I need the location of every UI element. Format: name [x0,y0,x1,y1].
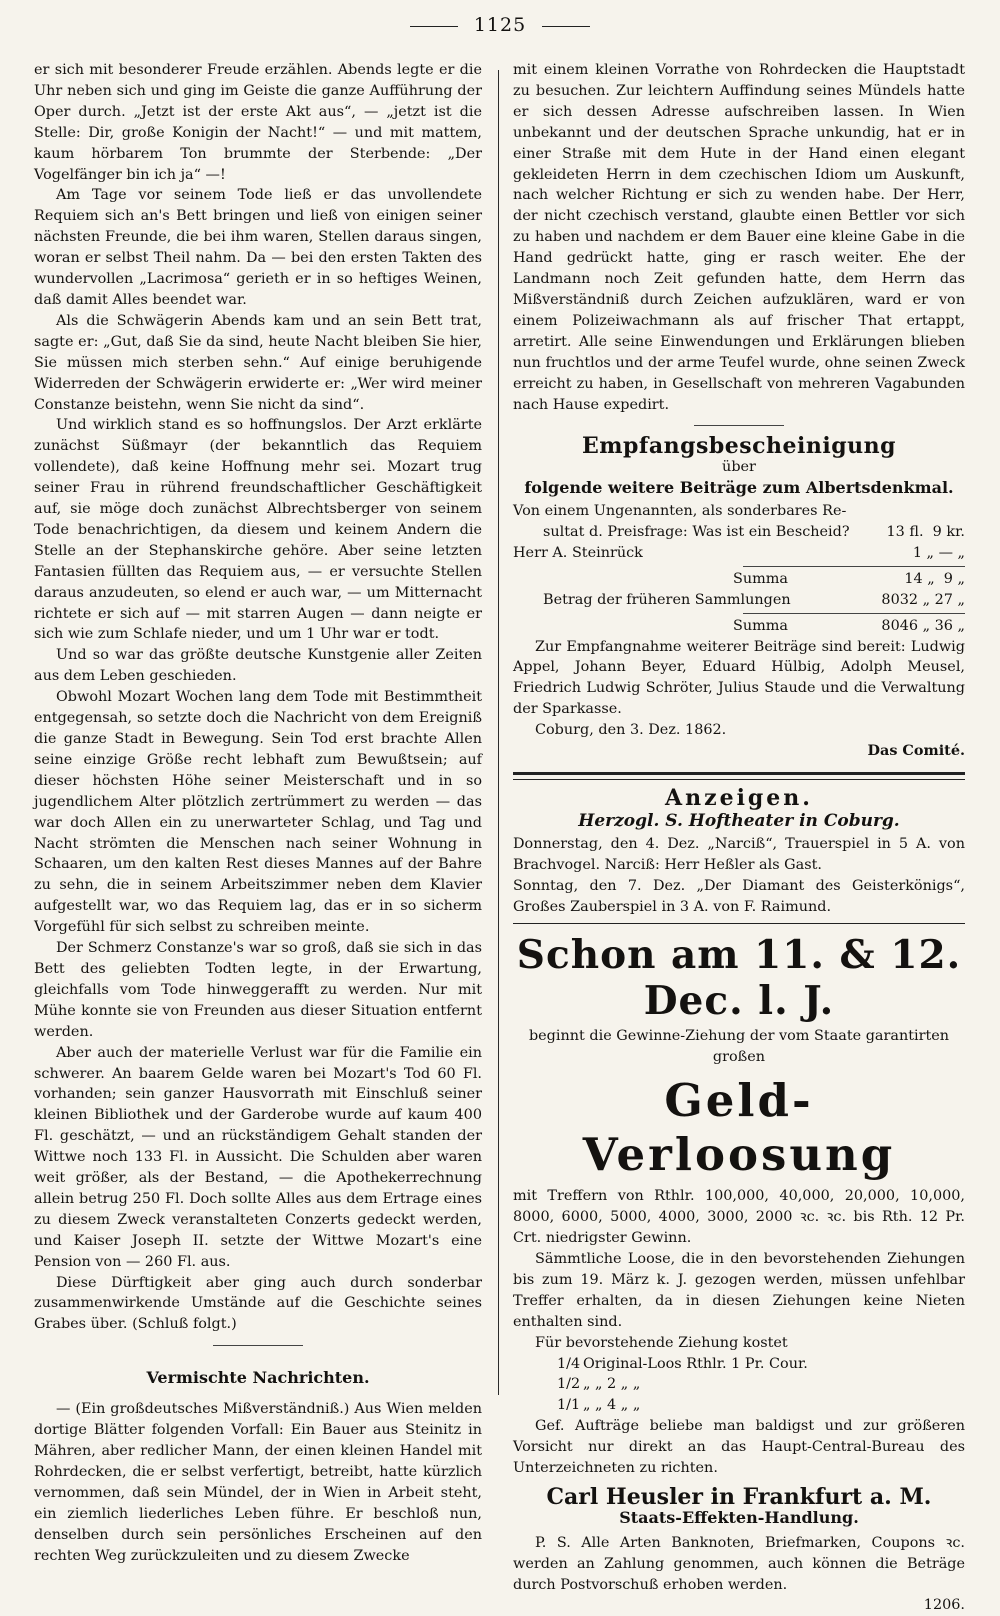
lottery-title: Geld-Verloosung [582,1074,896,1182]
prices-heading: Für bevorstehende Ziehung kostet [535,1334,788,1351]
article-paragraph: Am Tage vor seinem Tode ließ er das unvollendete Requiem sich an's Bett bringen und ließ von einigen seiner nächsten Freunde, die bei ihm waren, Stellen daraus singen, woran er selbst Theil nahm. Da — bei den ersten Takten des wundervollen „Lacrimosa“ gerieth er in so heftiges Weinen, daß damit Alles beendet war. [34,187,482,308]
price-fraction: 1/2 [557,1376,581,1393]
sum-rule [743,613,965,614]
firm-name: Carl Heusler in Frankfurt a. M. [546,1483,932,1510]
orders-text: Gef. Aufträge beliebe man baldigst und zur größeren Vorsicht nur direkt an das Haupt-Central-Bureau des Unterzeichneten zu richten. [513,1418,965,1477]
price-text: „ „ 2 „ „ [583,1376,641,1393]
news-paragraph: — (Ein großdeutsches Mißverständniß.) Aus Wien melden dortige Blätter folgenden Vorfall: Ein Bauer aus Steinitz in Mähren, aber redlicher Mann, der einen kleinen Handel mit Rohrdecken, die er selbst verfertigt, betreibt, hatte kürzlich vernommen, daß sein Mündel, der in Wien in Arbeit steht, ein ziemlich liederliches Leben führe. Er beschloß nun, denselben durch sein persönliches Erscheinen auf den rechten Weg zurückzuleiten und zu diesem Zwecke [34,1401,482,1564]
price-row [513,1374,965,1395]
article-paragraph: Aber auch der materielle Verlust war für die Familie ein schwerer. An baarem Gelde waren bei Mozart's Tod 60 Fl. vorhanden; sein ganzer Hausvorrath mit Einschluß seiner kleinen Bibliothek und der Garderobe wurde auf kaum 400 Fl. geschätzt, — und an rückständigem Gehalt standen der Wittwe noch 133 Fl. in Aussicht. Die Schulden aber waren weit größer, als der Bestand, — die Apothekerrechnung allein betrug 250 Fl. Doch sollte Alles aus dem Ertrage eines zu diesem Zweck veranstalteten Conzerts gedeckt werden, und Kaiser Joseph II. setzte der Wittwe Mozart's eine Pension von — 260 Fl. aus. [34,1044,482,1270]
receipt-entry-1-line1: Von einem Ungenannten, als sonderbares Re- [513,503,847,520]
receipt-entry-1-line2: sultat d. Preisfrage: Was ist ein Bescheid? [543,524,850,541]
receipt-sum-1 [513,569,965,590]
price-row [513,1395,965,1416]
ads-rule-thick [513,772,965,775]
receipt-signature: Das Comité. [867,742,965,760]
article-paragraph: Obwohl Mozart Wochen lang dem Tode mit Bestimmtheit entgegensah, so setzte doch die Nachricht von dem Ereigniß die ganze Stadt in Bewegung. Sein Tod erst brachte Allen seine einzige Größe recht lebhaft zum Bewußtsein; auf dieser höchsten Höhe seiner Meisterschaft und in so jugendlichem Alter plötzlich zertrümmert zu werden — das war doch Allen ein zu unerwarteter Schlag, und Tag und Nacht strömten die Menschen nach seiner Wohnung in Schaaren, um den kalten Rest dieses Mannes auf der Bahre zu sehn, die in seinem Arbeitszimmer neben dem Klavier aufgestellt war, wo das Requiem lag, das er in so sicherm Vorgefühl für sich selbst zu schreiben meinte. [34,689,482,936]
theater-line-2: Sonntag, den 7. Dez. „Der Diamant des Geisterkönigs“, Großes Zauberspiel in 3 A. von F. Raimund. [513,877,965,915]
article-paragraph: Und wirklich stand es so hoffnungslos. Der Arzt erklärte zunächst Süßmayr (der bekanntlich das Requiem vollendete), daß keine Hoffnung mehr sei. Mozart trug seiner Frau in rührend freundschaftlicher Geschäftigkeit auf, sie möge doch zunächst Albrechtsberger von seinem Tode benachrichtigen, da diesem und keinem Andern die Stelle an der Stephanskirche gehöre. Aber seine letzten Fantasien füllten das Requiem aus, — er versuchte Stellen daraus anzudeuten, so elend er auch war, — um Mitternacht richtete er sich auf — mit starren Augen — dann neigte er sich wie zum Schlafe nieder, und um 1 Uhr war er todt. [34,417,482,643]
receipt-entry-2 [513,543,965,564]
section-rule [694,425,784,426]
receipt-sum-2 [513,616,965,637]
lottery-text: mit Treffern von Rthlr. 100,000, 40,000, 20,000, 10,000, 8000, 6000, 5000, 4000, 3000, 2000 ꝛc. ꝛc. bis Rth. 12 Pr. Crt. niedrigster Gewinn. [513,1188,965,1247]
firm-subtitle: Staats-Effekten-Handlung. [619,1507,859,1527]
article-paragraph: Und so war das größte deutsche Kunstgenie aller Zeiten aus dem Leben geschieden. [34,647,482,685]
theater-line-1: Donnerstag, den 4. Dez. „Narciß“, Trauerspiel in 5 A. von Brachvogel. Narciß: Herr Heßler als Gast. [513,835,965,873]
page-number: 1125 [473,14,527,36]
left-column [34,60,482,1566]
receipt-subtitle: folgende weitere Beiträge zum Albertsdenkmal. [524,478,954,498]
theater-title: Herzogl. S. Hoftheater in Coburg. [578,810,900,831]
price-fraction: 1/1 [557,1397,581,1414]
header-rule-right [542,26,590,27]
price-row [513,1354,965,1375]
page-header [0,14,1000,36]
receipt-note: Zur Empfangnahme weiterer Beiträge sind bereit: Ludwig Appel, Johann Beyer, Eduard Hülbig, Adolph Meusel, Friedrich Ludwig Schröter, Julius Staude und die Verwaltung der Sparkasse. [513,638,965,718]
receipt-entry-2-amount: 1 „ — „ [912,544,965,561]
article-paragraph: Diese Dürftigkeit aber ging auch durch sonderbar zusammenwirkende Umstände auf die Geschichte seines Grabes über. (Schluß folgt.) [34,1274,482,1333]
receipt-date: Coburg, den 3. Dez. 1862. [535,722,727,739]
article-paragraph: er sich mit besonderer Freude erzählen. Abends legte er die Uhr neben sich und ging im Geiste die ganze Aufführung der Oper durch. „Jetzt ist der erste Akt aus“, — „jetzt ist die Stelle: Dir, große Konigin der Nacht!“ — und mit mattem, kaum hörbarem Ton brummte der Sterbende: „Der Vogelfänger bin ich ja“ —! [34,62,482,183]
receipt-ueber: über [722,459,756,476]
article-paragraph: Als die Schwägerin Abends kam und an sein Bett trat, sagte er: „Gut, daß Sie da sind, heute Nacht bleiben Sie hier, Sie müssen mich sterben sehn.“ Auf einige beruhigende Widerreden der Schwägerin erwiderte er: „Wer wird meiner Constanze beistehn, wenn Sie nicht da sind“. [34,312,482,413]
price-text: „ „ 4 „ „ [583,1397,641,1414]
article-paragraph: Der Schmerz Constanze's war so groß, daß sie sich in das Bett des geliebten Todten legte, in der Erwartung, gleichfalls vom Tode hinweggerafft zu werden. Nur mit Mühe konnte sie von Freunden aus dieser Situation entfernt werden. [34,940,482,1040]
receipt-section [513,433,965,762]
receipt-earlier-label: Betrag der früheren Sammlungen [543,591,791,608]
ad-rule [513,923,965,924]
lottery-intro: beginnt die Gewinne-Ziehung der vom Staate garantirten großen [528,1028,950,1066]
receipt-earlier [513,590,965,611]
receipt-title: Empfangsbescheinigung [581,433,897,460]
ads-rule-thin [513,779,965,780]
receipt-sum-2-label: Summa [733,617,788,634]
receipt-entry-1-amount: 13 fl. 9 kr. [886,524,965,541]
right-column [513,60,965,1616]
lottery-headline: Schon am 11. & 12. Dec. l. J. [516,932,962,1025]
section-rule [213,1345,303,1346]
column-divider [498,70,499,1395]
sum-rule [743,566,965,567]
receipt-sum-1-amount: 14 „ 9 „ [904,570,965,587]
receipt-entry-2-label: Herr A. Steinrück [513,544,643,561]
header-rule-left [410,26,458,27]
ads-title: Anzeigen. [665,785,813,811]
receipt-sum-2-amount: 8046 „ 36 „ [881,617,965,634]
ads-section [513,785,965,1616]
ad-number: 1206. [923,1597,965,1614]
vermischte-heading: Vermischte Nachrichten. [146,1368,370,1388]
price-text: Original-Loos Rthlr. 1 Pr. Cour. [583,1355,808,1372]
price-fraction: 1/4 [557,1355,581,1372]
receipt-entry-1 [513,522,965,543]
ps-text: P. S. Alle Arten Banknoten, Briefmarken, Coupons ꝛc. werden an Zahlung genommen, auch können die Beträge durch Postvorschuß erhoben werden. [513,1534,965,1593]
receipt-earlier-amount: 8032 „ 27 „ [881,591,965,608]
receipt-sum-1-label: Summa [733,570,788,587]
news-continuation: mit einem kleinen Vorrathe von Rohrdecken die Hauptstadt zu besuchen. Zur leichtern Auffindung seines Mündels hatte er sich dessen Adresse aufschreiben lassen. In Wien unbekannt und der deutschen Sprache unkundig, hat er in einer Straße mit dem Hute in der Hand einen elegant gekleideten Herrn in dem czechischen Idiom um Auskunft, nach welcher Richtung er sich zu wenden habe. Der Herr, der nicht czechisch verstand, glaubte einen Bettler vor sich zu haben und nachdem er dem Bauer eine kleine Gabe in die Hand gedrückt hatte, ging er rasch weiter. Ehe der Landmann noch Zeit gefunden hatte, dem Herrn das Mißverständniß durch Zeichen aufzuklären, ward er von einem Polizeiwachmann als auf frischer That ertappt, arretirt. Alle seine Einwendungen und Erklärungen blieben nun fruchtlos und der arme Teufel wurde, ohne seinen Zweck erreicht zu haben, in Gesellschaft von mehreren Vagabunden nach Hause expedirt. [513,62,965,413]
lottery-text-2: Sämmtliche Loose, die in den bevorstehenden Ziehungen bis zum 19. März k. J. gezogen werden, müssen unfehlbar Treffer erhalten, da in diesen Ziehungen keine Nieten enthalten sind. [513,1250,965,1330]
